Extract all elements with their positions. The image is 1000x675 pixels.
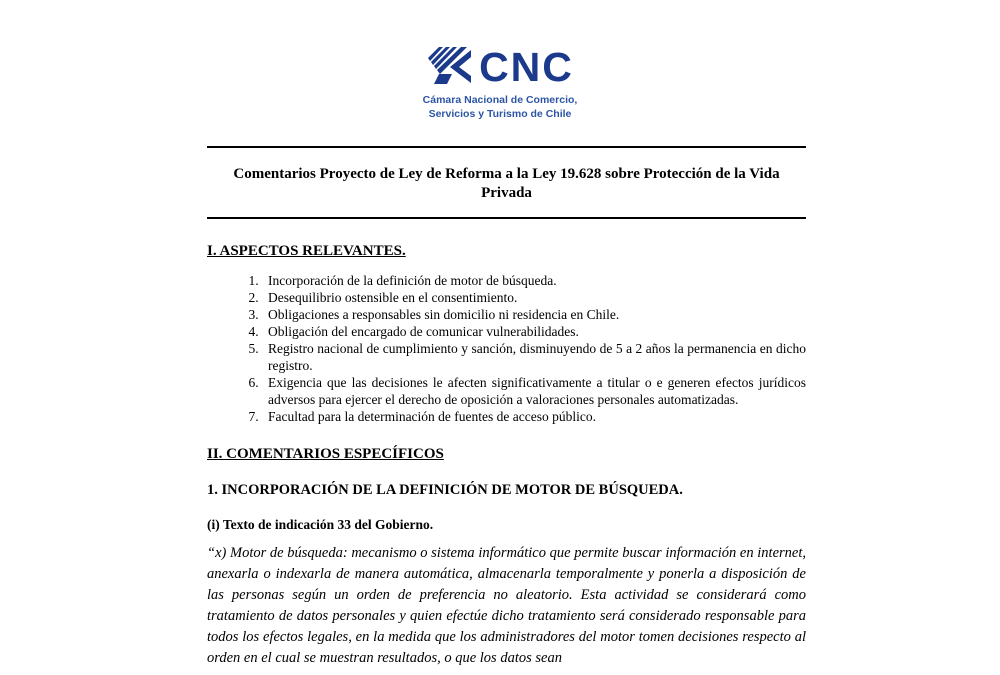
logo-tagline-line1: Cámara Nacional de Comercio, (422, 94, 578, 106)
document-title: Comentarios Proyecto de Ley de Reforma a la Ley 19.628 sobre Protección de la Vida Privada (233, 166, 780, 201)
section-2-heading: II. COMENTARIOS ESPECÍFICOS (207, 446, 444, 462)
logo-tagline (423, 94, 578, 121)
document-body (207, 146, 806, 669)
cnc-logo (0, 44, 1000, 121)
list-item: 2. Desequilibrio ostensible en el consentimiento. (262, 289, 806, 306)
list-item: 6. Exigencia que las decisiones le afecten significativamente a titular o e generen efectos jurídicos adversos para ejercer el derecho de oposición a valoraciones personales automatizadas. (262, 374, 806, 408)
cnc-chevron-stripes-icon (426, 44, 472, 91)
list-item: 1. Incorporación de la definición de motor de búsqueda. (262, 272, 806, 289)
list-item: 5. Registro nacional de cumplimiento y sanción, disminuyendo de 5 a 2 años la permanencia en dicho registro. (262, 340, 806, 374)
list-item: 7. Facultad para la determinación de fuentes de acceso público. (262, 408, 806, 425)
list-item: 3. Obligaciones a responsables sin domicilio ni residencia en Chile. (262, 306, 806, 323)
section-1-heading: I. ASPECTOS RELEVANTES. (207, 243, 406, 259)
logo-tagline-line2: Servicios y Turismo de Chile (428, 107, 572, 120)
title-top-rule (207, 146, 806, 148)
brand-text: CNC (479, 44, 574, 90)
title-bottom-rule (207, 217, 806, 219)
section-2-subheading: 1. INCORPORACIÓN DE LA DEFINICIÓN DE MOTOR DE BÚSQUEDA. (207, 482, 683, 498)
list-item: 4. Obligación del encargado de comunicar vulnerabilidades. (262, 323, 806, 340)
indication-quote-text: “x) Motor de búsqueda: mecanismo o sistema informático que permite buscar información en internet, anexarla o indexarla de manera automática, almacenarla temporalmente y ponerla a disposición de las personas según un orden de preferencia no aleatorio. Esta actividad se considerará como tratamiento de datos personales y quien efectúe dicho tratamiento será considerado responsable para todos los efectos legales, en la medida que los administradores del motor tomen decisiones respecto al orden en el cual se muestran resultados, o que los datos sean (207, 545, 806, 666)
indication-heading: (i) Texto de indicación 33 del Gobierno. (207, 517, 434, 532)
relevant-aspects-list (207, 272, 806, 425)
